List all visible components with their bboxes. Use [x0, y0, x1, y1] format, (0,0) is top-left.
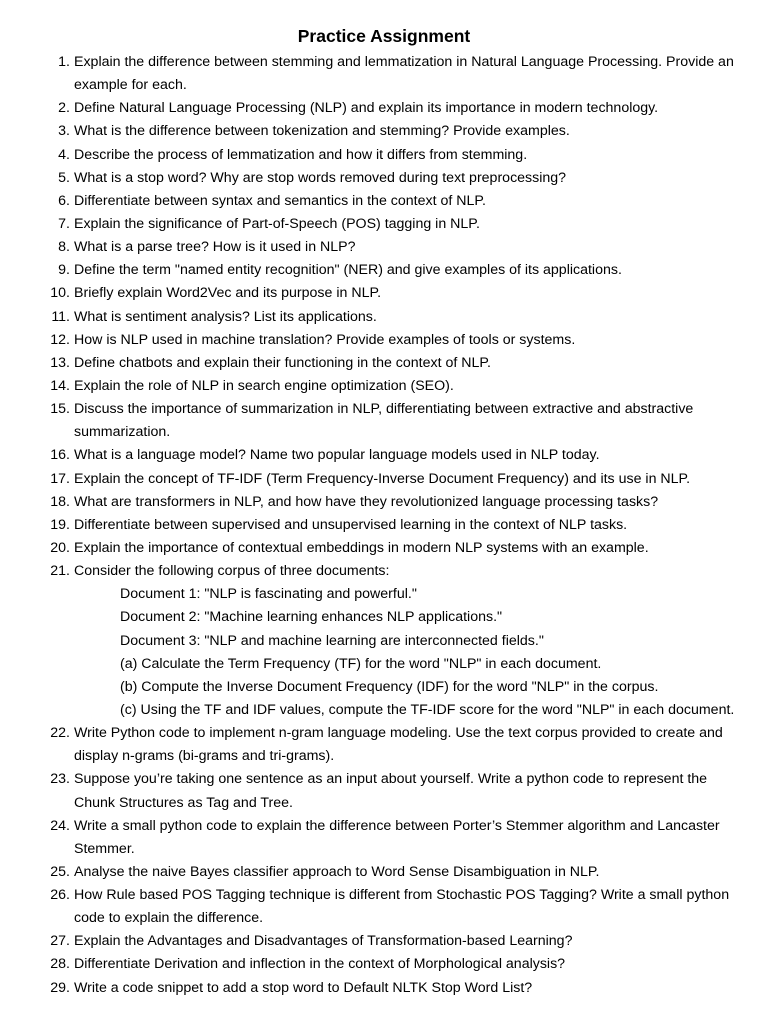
question-number: 9.: [58, 262, 70, 279]
question-text: Explain the importance of contextual embeddings in modern NLP systems with an example.: [74, 539, 649, 556]
question-line: [0, 468, 768, 491]
question-text: What is sentiment analysis? List its applications.: [74, 308, 377, 325]
question-line: [0, 930, 768, 953]
question-number: 17.: [50, 470, 70, 487]
question-text: Define the term "named entity recognition" (NER) and give examples of its applications.: [74, 262, 622, 279]
question-number: 23.: [50, 771, 70, 788]
question-number: 5.: [58, 169, 70, 186]
question-line: [0, 861, 768, 884]
question-text: Explain the Advantages and Disadvantages of Transformation-based Learning?: [74, 933, 573, 950]
question-number: 27.: [50, 933, 70, 950]
question-text: Explain the significance of Part-of-Speech (POS) tagging in NLP.: [74, 215, 480, 232]
question-line: [0, 444, 768, 467]
question-number: 21.: [50, 563, 70, 580]
question-text: What is the difference between tokenization and stemming? Provide examples.: [74, 123, 570, 140]
question-sub-text: (a) Calculate the Term Frequency (TF) for the word "NLP" in each document.: [120, 655, 602, 672]
question-text: Differentiate between supervised and unsupervised learning in the context of NLP tasks.: [74, 516, 628, 533]
question-line: [0, 560, 768, 583]
question-text: Differentiate between syntax and semantics in the context of NLP.: [74, 192, 486, 209]
question-sub-text: Document 2: "Machine learning enhances NLP applications.": [120, 609, 503, 626]
question-text: What is a language model? Name two popular language models used in NLP today.: [74, 447, 600, 464]
question-text: Consider the following corpus of three documents:: [74, 563, 390, 580]
question-number: 15.: [50, 401, 70, 418]
question-text: Suppose you’re taking one sentence as an input about yourself. Write a python code to represent the: [74, 771, 708, 788]
question-sub-text: (b) Compute the Inverse Document Frequency (IDF) for the word "NLP" in the corpus.: [120, 678, 659, 695]
question-number: 20.: [50, 539, 70, 556]
question-number: 10.: [50, 285, 70, 302]
question-line: [0, 884, 768, 907]
question-number: 13.: [50, 354, 70, 371]
question-number: 6.: [58, 192, 70, 209]
question-sub-text: (c) Using the TF and IDF values, compute the TF-IDF score for the word "NLP" in each document.: [120, 701, 735, 718]
question-number: 14.: [50, 377, 70, 394]
question-text: Write a code snippet to add a stop word to Default NLTK Stop Word List?: [74, 979, 533, 996]
question-text: Analyse the naive Bayes classifier approach to Word Sense Disambiguation in NLP.: [74, 863, 600, 880]
question-line: [0, 491, 768, 514]
question-line: [0, 977, 768, 1000]
question-line: [0, 306, 768, 329]
question-text: Explain the difference between stemming and lemmatization in Natural Language Processing. Provide an: [74, 54, 734, 70]
question-line: [0, 537, 768, 560]
question-number: 12.: [50, 331, 70, 348]
question-number: 24.: [50, 817, 70, 834]
question-text: What are transformers in NLP, and how have they revolutionized language processing tasks?: [74, 493, 659, 510]
question-sub-text: Document 3: "NLP and machine learning are interconnected fields.": [120, 632, 544, 649]
question-line: [0, 792, 768, 815]
question-text: How is NLP used in machine translation? Provide examples of tools or systems.: [74, 331, 576, 348]
question-number: 25.: [50, 863, 70, 880]
question-text: Briefly explain Word2Vec and its purpose in NLP.: [74, 285, 382, 302]
question-line: [0, 375, 768, 398]
question-line: [0, 74, 768, 97]
question-line: [0, 953, 768, 976]
question-line: [0, 352, 768, 375]
question-number: 26.: [50, 887, 70, 904]
question-text: Define Natural Language Processing (NLP) and explain its importance in modern technology.: [74, 100, 659, 117]
question-number: 29.: [50, 979, 70, 996]
question-number: 18.: [50, 493, 70, 510]
question-line: [0, 815, 768, 838]
question-number: 11.: [51, 308, 70, 325]
question-line: [0, 329, 768, 352]
question-line: [0, 282, 768, 305]
question-text: Stemmer.: [74, 840, 135, 857]
question-text: What is a parse tree? How is it used in NLP?: [74, 239, 356, 256]
question-text: Explain the concept of TF-IDF (Term Frequency-Inverse Document Frequency) and its use in NLP.: [74, 470, 691, 487]
question-line: [0, 213, 768, 236]
question-text: example for each.: [74, 77, 187, 94]
question-line: [0, 421, 768, 444]
question-text: Discuss the importance of summarization in NLP, differentiating between extractive and abstractive: [74, 401, 694, 418]
question-line: [0, 236, 768, 259]
question-number: 2.: [58, 100, 70, 117]
question-number: 8.: [58, 239, 70, 256]
question-number: 3.: [58, 123, 70, 140]
question-number: 19.: [50, 516, 70, 533]
question-text: Write Python code to implement n-gram language modeling. Use the text corpus provided to create and: [74, 725, 723, 742]
question-number: 1.: [58, 54, 70, 70]
question-text: summarization.: [74, 424, 171, 441]
question-line: [0, 838, 768, 861]
question-text: What is a stop word? Why are stop words removed during text preprocessing?: [74, 169, 567, 186]
question-line: [0, 398, 768, 421]
question-number: 16.: [50, 447, 70, 464]
question-text: Write a small python code to explain the difference between Porter’s Stemmer algorithm and Lancaster: [74, 817, 720, 834]
question-line: [0, 514, 768, 537]
question-number: 7.: [58, 215, 70, 232]
question-line: [0, 120, 768, 143]
question-number: 22.: [50, 725, 70, 742]
question-number: 28.: [50, 956, 70, 973]
question-sub-line: [0, 606, 768, 629]
question-line: [0, 190, 768, 213]
question-sub-line: [0, 630, 768, 653]
question-line: [0, 722, 768, 745]
question-line: [0, 97, 768, 120]
question-sub-line: [0, 583, 768, 606]
question-line: [0, 745, 768, 768]
question-text: code to explain the difference.: [74, 910, 264, 927]
question-line: [0, 144, 768, 167]
question-line: [0, 259, 768, 282]
question-number: 4.: [58, 146, 70, 163]
question-text: Describe the process of lemmatization and how it differs from stemming.: [74, 146, 528, 163]
question-text: Define chatbots and explain their functioning in the context of NLP.: [74, 354, 491, 371]
question-text: Differentiate Derivation and inflection in the context of Morphological analysis?: [74, 956, 566, 973]
question-sub-text: Document 1: "NLP is fascinating and powerful.": [120, 586, 417, 603]
question-text: How Rule based POS Tagging technique is different from Stochastic POS Tagging? Write a small python: [74, 887, 730, 904]
question-text: Explain the role of NLP in search engine optimization (SEO).: [74, 377, 454, 394]
question-text: Chunk Structures as Tag and Tree.: [74, 794, 293, 811]
question-line: [0, 768, 768, 791]
question-line: [0, 167, 768, 190]
page-title: Practice Assignment: [297, 26, 471, 46]
question-line: [0, 907, 768, 930]
question-sub-line: [0, 653, 768, 676]
question-sub-line: [0, 699, 768, 722]
question-text: display n-grams (bi-grams and tri-grams).: [74, 748, 335, 765]
question-sub-line: [0, 676, 768, 699]
question-list: [0, 51, 768, 1000]
question-line: [0, 51, 768, 74]
